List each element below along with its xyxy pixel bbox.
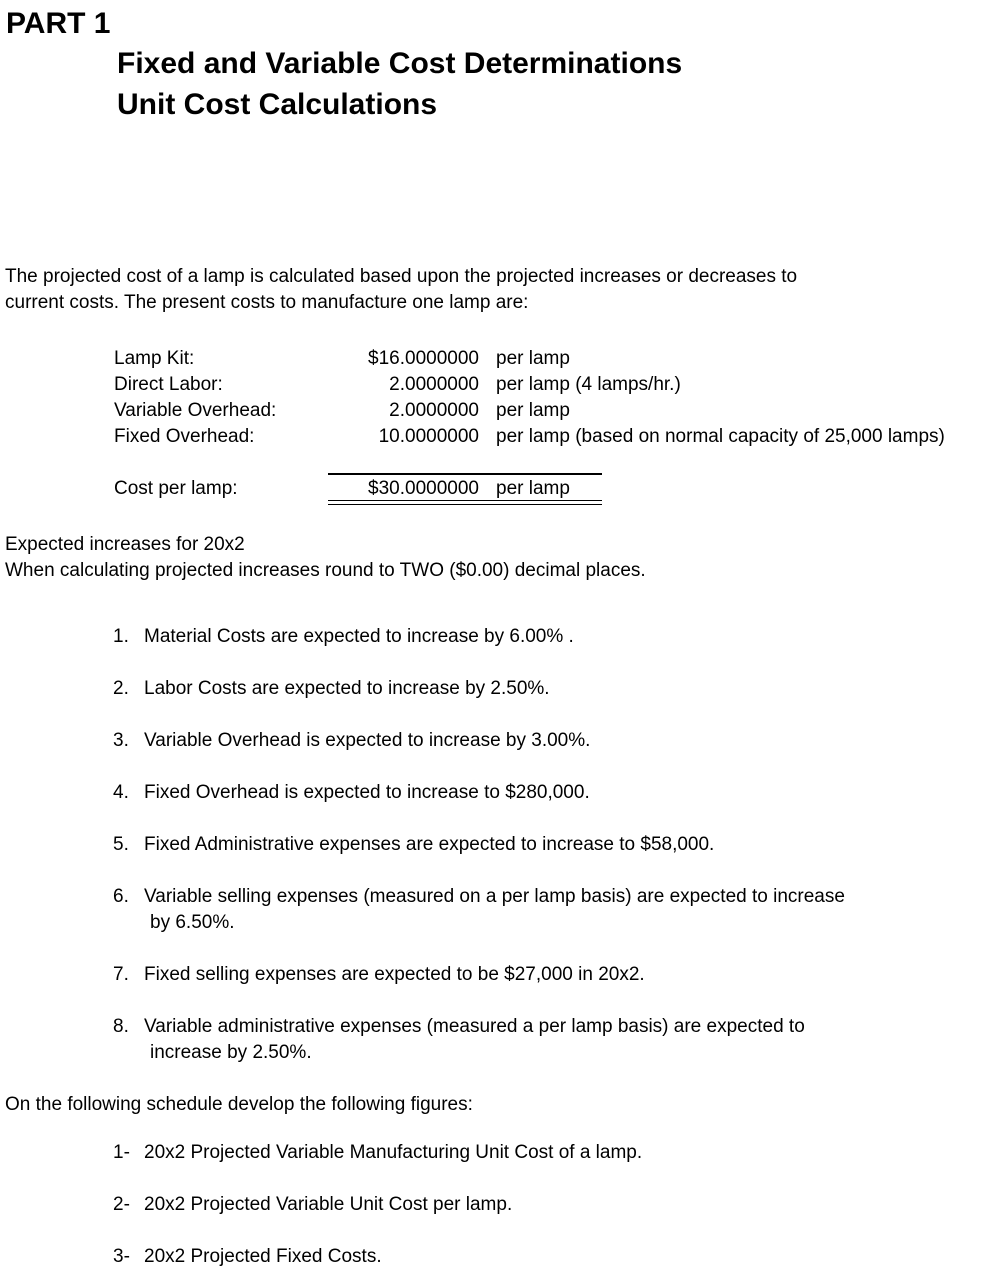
list-item bbox=[113, 1140, 642, 1166]
cost-row-label: Lamp Kit: bbox=[114, 348, 195, 369]
list-item-text: 20x2 Projected Variable Manufacturing Unit Cost of a lamp. bbox=[144, 1142, 643, 1163]
list-item bbox=[113, 780, 590, 806]
list-item-number: 3- bbox=[113, 1246, 130, 1267]
page-title: Fixed and Variable Cost Determinations bbox=[117, 47, 683, 80]
list-item-number: 8. bbox=[113, 1016, 129, 1037]
cost-row-label: Direct Labor: bbox=[114, 374, 223, 395]
list-item bbox=[113, 832, 714, 858]
intro-line-2: current costs. The present costs to manufacture one lamp are: bbox=[5, 292, 529, 313]
list-item-number: 4. bbox=[113, 782, 129, 803]
list-item-number: 5. bbox=[113, 834, 129, 855]
list-item bbox=[113, 676, 550, 702]
list-item bbox=[113, 624, 574, 650]
list-item-number: 2. bbox=[113, 678, 129, 699]
list-item-text: 20x2 Projected Fixed Costs. bbox=[144, 1246, 382, 1267]
cost-row-amount: 2.0000000 bbox=[389, 400, 479, 421]
total-amount: $30.0000000 bbox=[368, 478, 479, 499]
list-item-text: Variable Overhead is expected to increase by 3.00%. bbox=[144, 730, 591, 751]
page-subtitle: Unit Cost Calculations bbox=[117, 88, 438, 121]
total-double-rule-bottom bbox=[328, 504, 602, 505]
list-item-text: Fixed Overhead is expected to increase to $280,000. bbox=[144, 782, 590, 803]
cost-row-amount: 10.0000000 bbox=[378, 426, 479, 447]
total-note: per lamp bbox=[496, 478, 570, 499]
total-label: Cost per lamp: bbox=[114, 478, 238, 499]
cost-row-note: per lamp (based on normal capacity of 25,000 lamps) bbox=[496, 426, 945, 447]
list-item-number: 7. bbox=[113, 964, 129, 985]
list-item-number: 3. bbox=[113, 730, 129, 751]
total-double-rule-top bbox=[328, 500, 602, 501]
cost-row-amount: $16.0000000 bbox=[368, 348, 479, 369]
part-label: PART 1 bbox=[6, 7, 111, 40]
list-item-text: Fixed selling expenses are expected to be $27,000 in 20x2. bbox=[144, 964, 645, 985]
cost-row-label: Fixed Overhead: bbox=[114, 426, 255, 447]
list-item-text: Variable administrative expenses (measured a per lamp basis) are expected to bbox=[144, 1016, 805, 1037]
increases-heading: Expected increases for 20x2 bbox=[5, 534, 245, 555]
list-item-text: Variable selling expenses (measured on a per lamp basis) are expected to increase bbox=[144, 886, 845, 907]
list-item bbox=[113, 728, 590, 754]
list-item-text: Labor Costs are expected to increase by 2.50%. bbox=[144, 678, 550, 699]
list-item bbox=[113, 1244, 382, 1270]
list-item-number: 1- bbox=[113, 1142, 130, 1163]
subtotal-rule bbox=[328, 473, 602, 475]
schedule-intro: On the following schedule develop the following figures: bbox=[5, 1094, 473, 1115]
list-item-text: 20x2 Projected Variable Unit Cost per lamp. bbox=[144, 1194, 513, 1215]
list-item bbox=[113, 962, 645, 988]
cost-row-note: per lamp (4 lamps/hr.) bbox=[496, 374, 681, 395]
cost-row-label: Variable Overhead: bbox=[114, 400, 277, 421]
list-item-number: 6. bbox=[113, 886, 129, 907]
list-item-text: Material Costs are expected to increase by 6.00% . bbox=[144, 626, 574, 647]
cost-row-amount: 2.0000000 bbox=[389, 374, 479, 395]
list-item-continuation: increase by 2.50%. bbox=[150, 1042, 312, 1063]
list-item bbox=[113, 1192, 512, 1218]
list-item bbox=[113, 1014, 805, 1040]
list-item bbox=[113, 884, 845, 910]
rounding-instruction: When calculating projected increases round to TWO ($0.00) decimal places. bbox=[5, 560, 646, 581]
list-item-text: Fixed Administrative expenses are expected to increase to $58,000. bbox=[144, 834, 715, 855]
cost-row-note: per lamp bbox=[496, 348, 570, 369]
list-item-continuation: by 6.50%. bbox=[150, 912, 235, 933]
intro-line-1: The projected cost of a lamp is calculated based upon the projected increases or decreases to bbox=[5, 266, 798, 287]
cost-row-note: per lamp bbox=[496, 400, 570, 421]
list-item-number: 2- bbox=[113, 1194, 130, 1215]
list-item-number: 1. bbox=[113, 626, 129, 647]
